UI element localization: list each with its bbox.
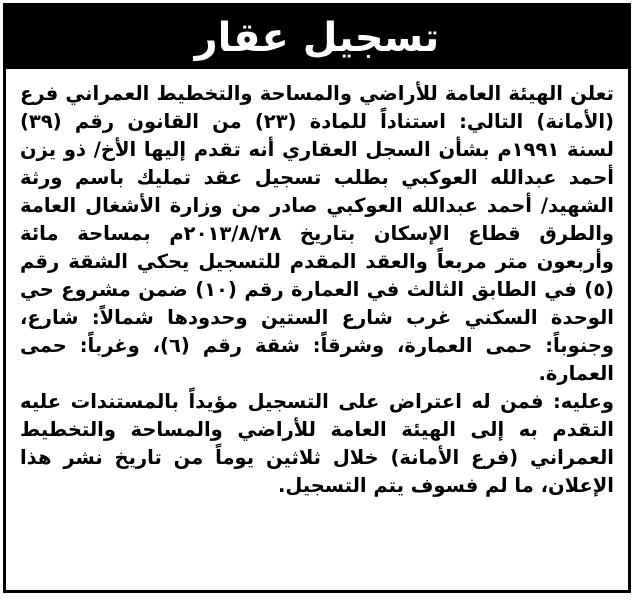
notice-paragraph-objection: وعليه: فمن له اعتراض على التسجيل مؤيداً بالمستندات عليه التقدم به إلى الهيئة العامة للأراضي والمساحة والتخطيط العمراني (فرع الأمانة) خلال ثلاثين يوماً من تاريخ نشر هذا الإعلان، ما لم فسوف يتم التسجيل. (20, 390, 614, 497)
notice-body (20, 80, 614, 500)
notice-box (3, 3, 631, 593)
notice-header (6, 6, 628, 71)
notice-paragraph-main: تعلن الهيئة العامة للأراضي والمساحة والتخطيط العمراني فرع (الأمانة) التالي: استناداً للمادة (٢٣) من القانون رقم (٣٩) لسنة ١٩٩١م بشأن السجل العقاري أنه تقدم إليها الأخ/ ذو يزن أحمد عبدالله العوكبي بطلب تسجيل عقد تمليك باسم ورثة الشهيد/ أحمد عبدالله العوكبي صادر من وزارة الأشغال العامة والطرق قطاع الإسكان بتاريخ ٢٠١٣/٨/٢٨م بمساحة مائة وأربعون متر مربعاً والعقد المقدم للتسجيل يحكي الشقة رقم (٥) في الطابق الثالث في العمارة رقم (١٠) ضمن مشروع حي الوحدة السكني غرب شارع الستين وحدودها شمالاً: شارع، وجنوباً: حمى العمارة، وشرقاً: شقة رقم (٦)، وغرباً: حمى العمارة. (20, 82, 615, 385)
notice-title: تسجيل عقار (194, 14, 440, 61)
